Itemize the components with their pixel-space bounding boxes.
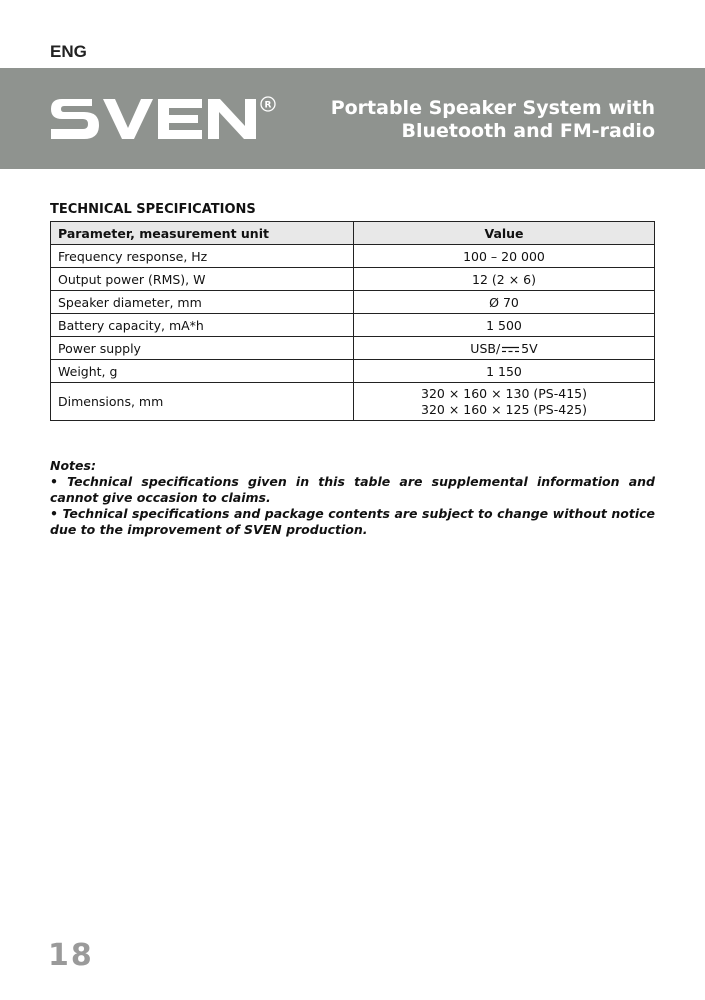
value-cell: 1 150	[354, 360, 655, 383]
table-row	[51, 314, 655, 337]
parameter-cell: Frequency response, Hz	[51, 245, 354, 268]
table-row	[51, 245, 655, 268]
section-heading: TECHNICAL SPECIFICATIONS	[50, 202, 256, 217]
header-cell-parameter: Parameter, measurement unit	[51, 222, 354, 245]
value-suffix: 5V	[521, 340, 538, 356]
value-prefix: USB/	[470, 340, 501, 356]
svg-text:R: R	[264, 100, 272, 111]
value-cell: 12 (2 × 6)	[354, 268, 655, 291]
table-row	[51, 268, 655, 291]
title-line-2: Bluetooth and FM-radio	[401, 120, 655, 142]
title-line-1: Portable Speaker System with	[330, 97, 655, 119]
notes-heading: Notes:	[50, 458, 96, 473]
parameter-cell: Output power (RMS), W	[51, 268, 354, 291]
note-item: • Technical specifications given in this table are supplemental information and cannot give occasion to claims.	[50, 474, 655, 505]
value-cell	[354, 337, 655, 360]
value-cell: Ø 70	[354, 291, 655, 314]
header-cell-value: Value	[354, 222, 655, 245]
sven-logo	[48, 95, 278, 147]
specifications-table	[50, 221, 655, 421]
parameter-cell: Battery capacity, mA*h	[51, 314, 354, 337]
table-row	[51, 337, 655, 360]
value-cell: 100 – 20 000	[354, 245, 655, 268]
table-row	[51, 383, 655, 421]
document-title	[331, 97, 655, 143]
page-number: 18	[48, 938, 94, 973]
parameter-cell: Power supply	[51, 337, 354, 360]
table-row	[51, 291, 655, 314]
value-cell: 1 500	[354, 314, 655, 337]
parameter-cell: Dimensions, mm	[51, 383, 354, 421]
parameter-cell: Weight, g	[51, 360, 354, 383]
value-cell	[354, 383, 655, 421]
table-header-row	[51, 222, 655, 245]
table-row	[51, 360, 655, 383]
value-line-1: 320 × 160 × 130 (PS-415)	[421, 385, 587, 401]
notes-section	[50, 458, 655, 538]
direct-current-icon	[502, 346, 519, 353]
parameter-cell: Speaker diameter, mm	[51, 291, 354, 314]
note-item: • Technical specifications and package contents are subject to change without notice due to the improvement of SVEN production.	[50, 506, 655, 537]
value-line-2: 320 × 160 × 125 (PS-425)	[421, 401, 587, 417]
sven-logo-graphic	[48, 95, 278, 143]
language-label: ENG	[50, 42, 87, 61]
